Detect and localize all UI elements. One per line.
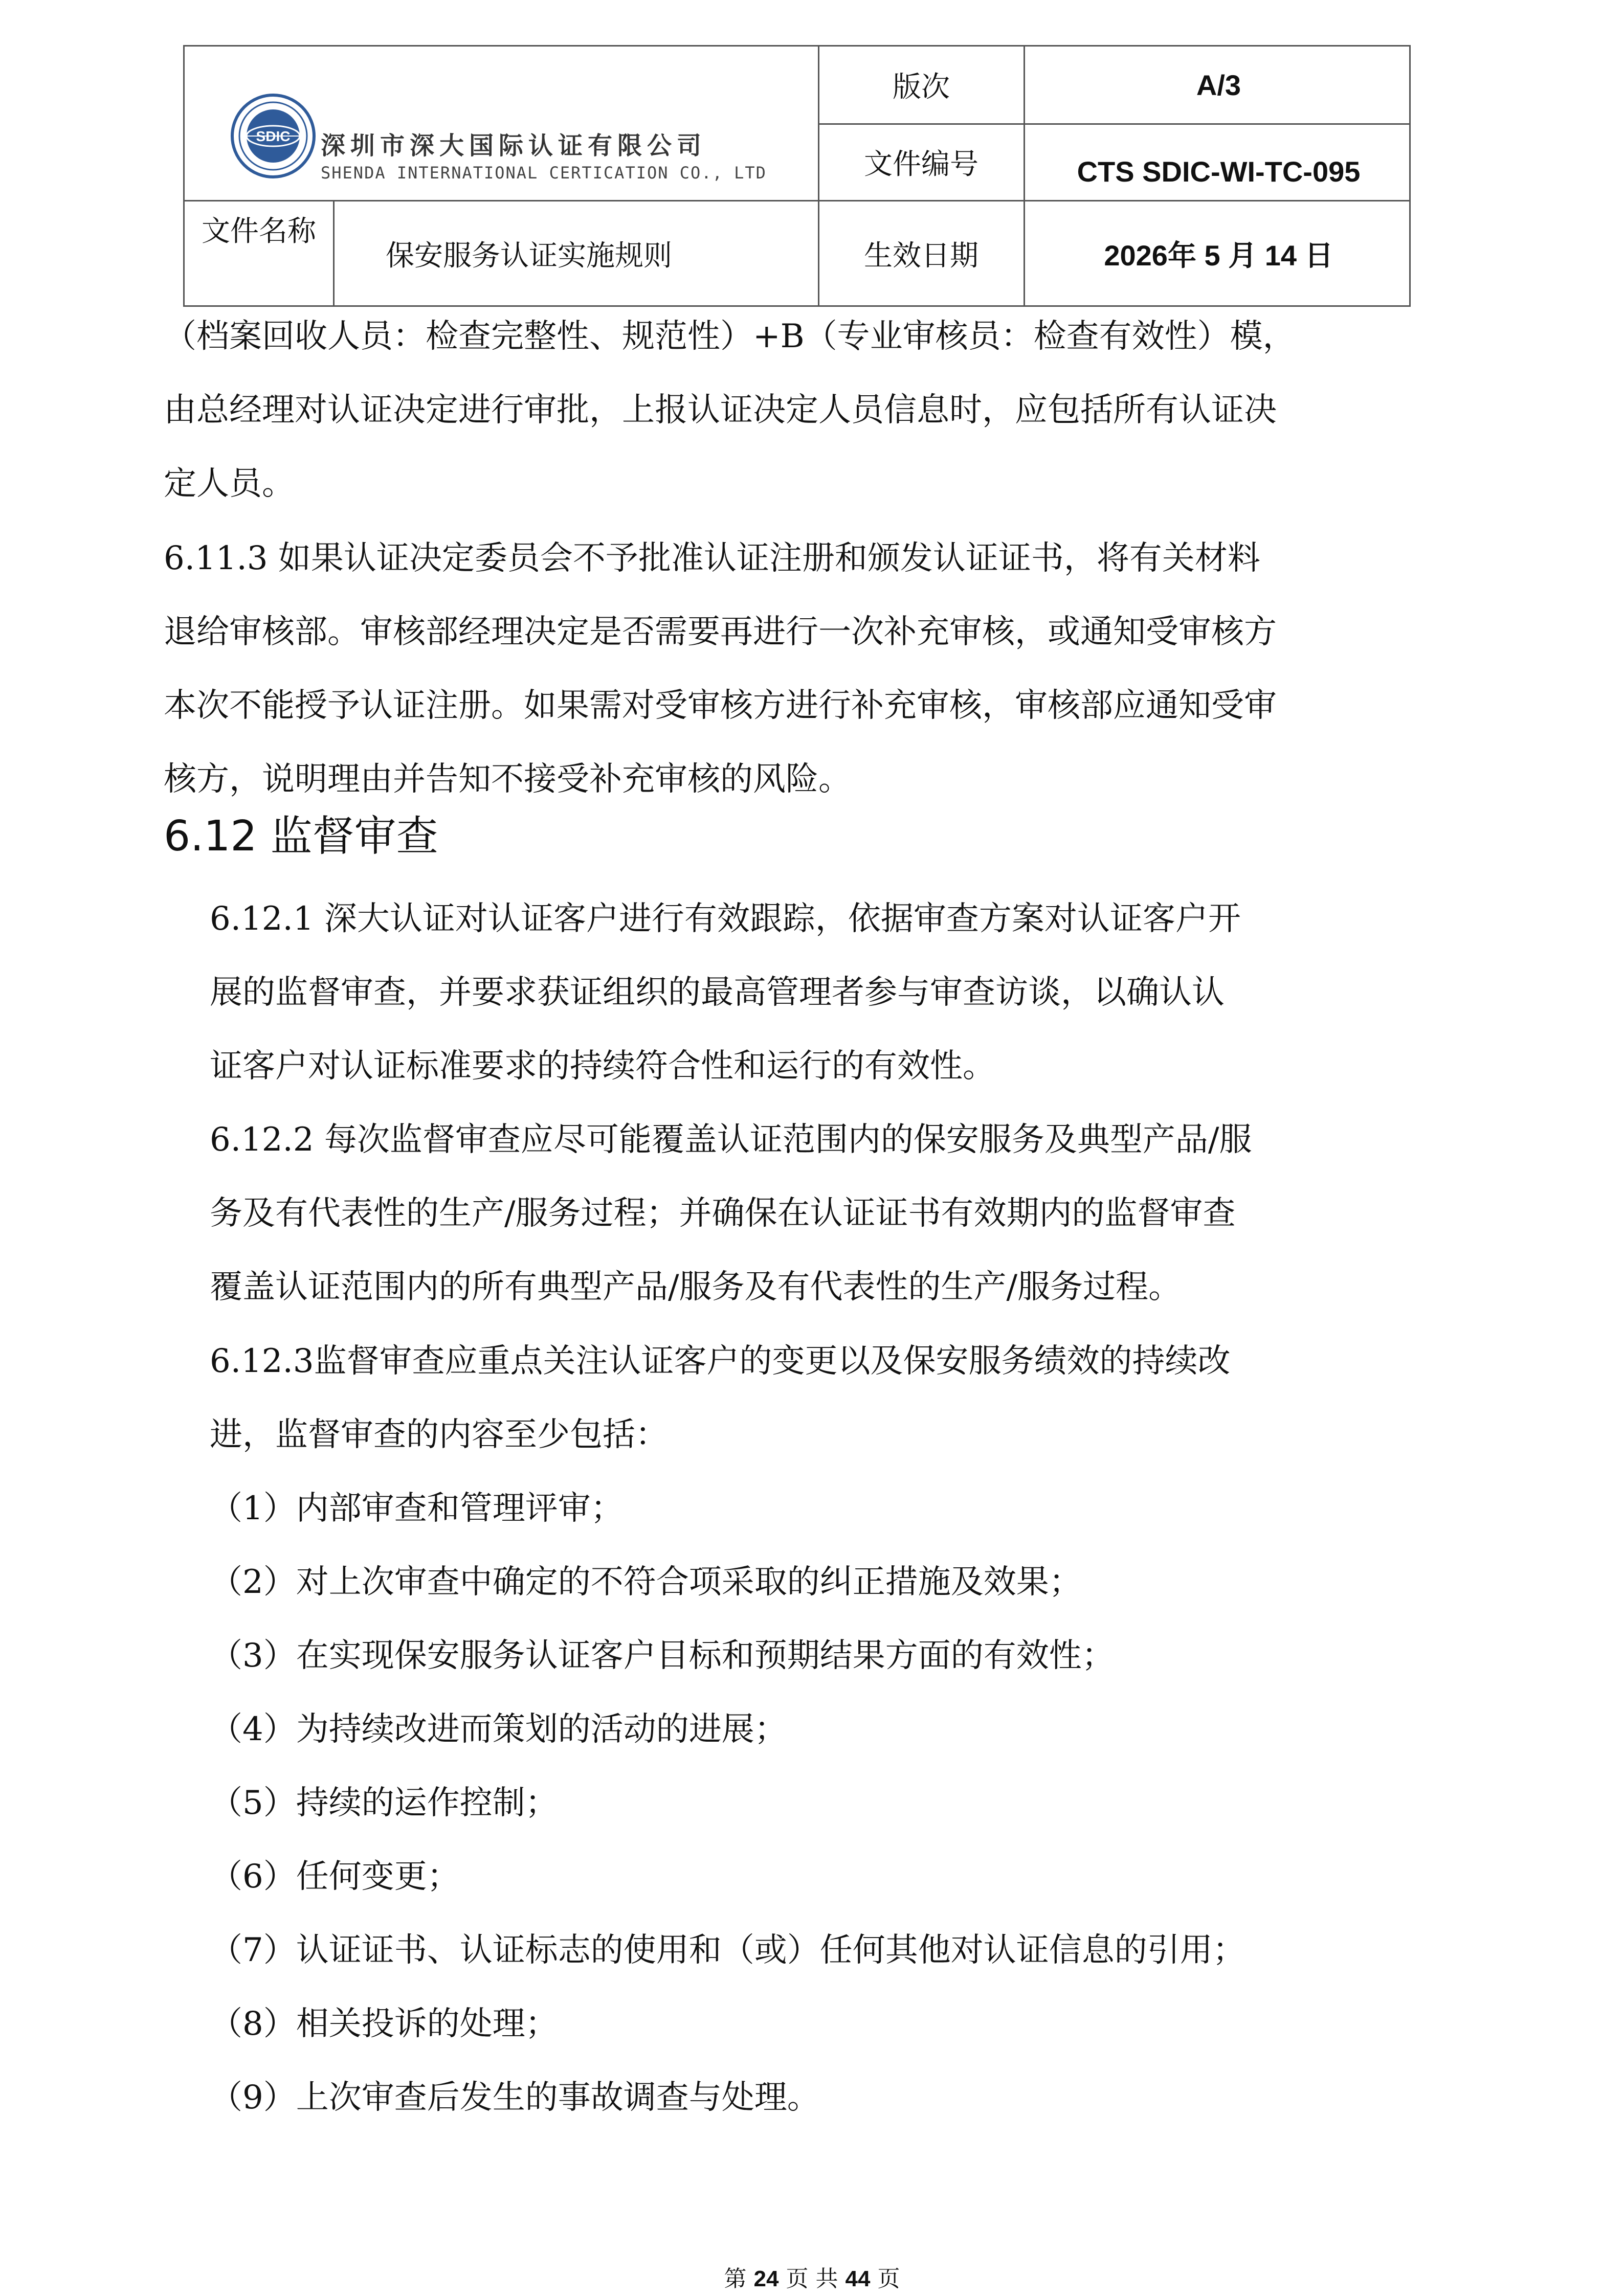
list-item: （6）任何变更； bbox=[210, 1858, 460, 1896]
paragraph-line: 6.12.2 每次监督审查应尽可能覆盖认证范围内的保安服务及典型产品/服 bbox=[210, 1121, 1252, 1159]
doc-name-value: 保安服务认证实施规则 bbox=[386, 239, 672, 273]
clause-6-12-2 bbox=[210, 1103, 1252, 1324]
sdic-seal-icon bbox=[230, 93, 317, 179]
list-item: （4）为持续改进而策划的活动的进展； bbox=[210, 1710, 787, 1748]
paragraph-line: 退给审核部。审核部经理决定是否需要再进行一次补充审核，或通知受审核方 bbox=[164, 613, 1277, 651]
paragraph-line: 务及有代表性的生产/服务过程；并确保在认证证书有效期内的监督审查 bbox=[210, 1195, 1236, 1232]
footer-middle: 页 共 bbox=[786, 2266, 838, 2292]
document-header-table bbox=[183, 45, 1411, 307]
footer-suffix: 页 bbox=[877, 2266, 900, 2292]
list-item: （1）内部审查和管理评审； bbox=[210, 1490, 624, 1527]
paragraph-line: 6.11.3 如果认证决定委员会不予批准认证注册和颁发认证证书，将有关材料 bbox=[164, 539, 1260, 577]
section-heading: 6.12 监督审查 bbox=[164, 812, 438, 861]
company-name-en: SHENDA INTERNATIONAL CERTICATION CO., LTD bbox=[321, 163, 767, 183]
paragraph-line: 覆盖认证范围内的所有典型产品/服务及有代表性的生产/服务过程。 bbox=[210, 1268, 1182, 1306]
svg-text:SDIC: SDIC bbox=[256, 128, 291, 144]
audit-content-list bbox=[210, 1472, 1245, 2134]
intro-paragraph bbox=[164, 300, 1296, 521]
paragraph-line: 6.12.1 深大认证对认证客户进行有效跟踪，依据审查方案对认证客户开 bbox=[210, 900, 1241, 938]
paragraph-line: 展的监督审查，并要求获证组织的最高管理者参与审查访谈，以确认认 bbox=[210, 974, 1225, 1011]
clause-6-12-3 bbox=[210, 1324, 1231, 1472]
list-item: （5）持续的运作控制； bbox=[210, 1784, 558, 1822]
doc-number-value: CTS SDIC-WI-TC-095 bbox=[1077, 155, 1361, 188]
paragraph-line: 证客户对认证标准要求的持续符合性和运行的有效性。 bbox=[210, 1047, 995, 1085]
effective-date-value: 2026年 5 月 14 日 bbox=[1104, 239, 1333, 272]
version-value: A/3 bbox=[1196, 69, 1241, 101]
paragraph-line: 6.12.3监督审查应重点关注认证客户的变更以及保安服务绩效的持续改 bbox=[210, 1342, 1231, 1380]
page-footer bbox=[0, 2260, 1624, 2293]
company-logo bbox=[230, 77, 767, 210]
list-item: （9）上次审查后发生的事故调查与处理。 bbox=[210, 2079, 820, 2117]
list-item: （7）认证证书、认证标志的使用和（或）任何其他对认证信息的引用； bbox=[210, 1931, 1245, 1969]
current-page-number: 24 bbox=[753, 2266, 779, 2291]
doc-name-label: 文件名称 bbox=[202, 215, 316, 248]
paragraph-line: 定人员。 bbox=[164, 465, 295, 503]
version-label: 版次 bbox=[893, 71, 950, 104]
paragraph-line: 由总经理对认证决定进行审批，上报认证决定人员信息时，应包括所有认证决 bbox=[164, 391, 1277, 429]
footer-prefix: 第 bbox=[724, 2266, 747, 2292]
paragraph-line: 进，监督审查的内容至少包括： bbox=[210, 1416, 668, 1454]
paragraph-line: （档案回收人员：检查完整性、规范性）+B（专业审核员：检查有效性）模， bbox=[164, 318, 1296, 355]
list-item: （2）对上次审查中确定的不符合项采取的纠正措施及效果； bbox=[210, 1563, 1082, 1601]
list-item: （3）在实现保安服务认证客户目标和预期结果方面的有效性； bbox=[210, 1637, 1115, 1675]
list-item: （8）相关投诉的处理； bbox=[210, 2005, 558, 2043]
company-name-cn: 深圳市深大国际认证有限公司 bbox=[321, 131, 707, 160]
effective-date-label: 生效日期 bbox=[864, 239, 978, 273]
paragraph-line: 核方，说明理由并告知不接受补充审核的风险。 bbox=[164, 760, 851, 798]
doc-number-label: 文件编号 bbox=[864, 148, 978, 181]
total-page-count: 44 bbox=[845, 2266, 871, 2291]
clause-6-11-3 bbox=[164, 522, 1277, 816]
clause-6-12-1 bbox=[210, 882, 1241, 1103]
paragraph-line: 本次不能授予认证注册。如果需对受审核方进行补充审核，审核部应通知受审 bbox=[164, 687, 1277, 725]
